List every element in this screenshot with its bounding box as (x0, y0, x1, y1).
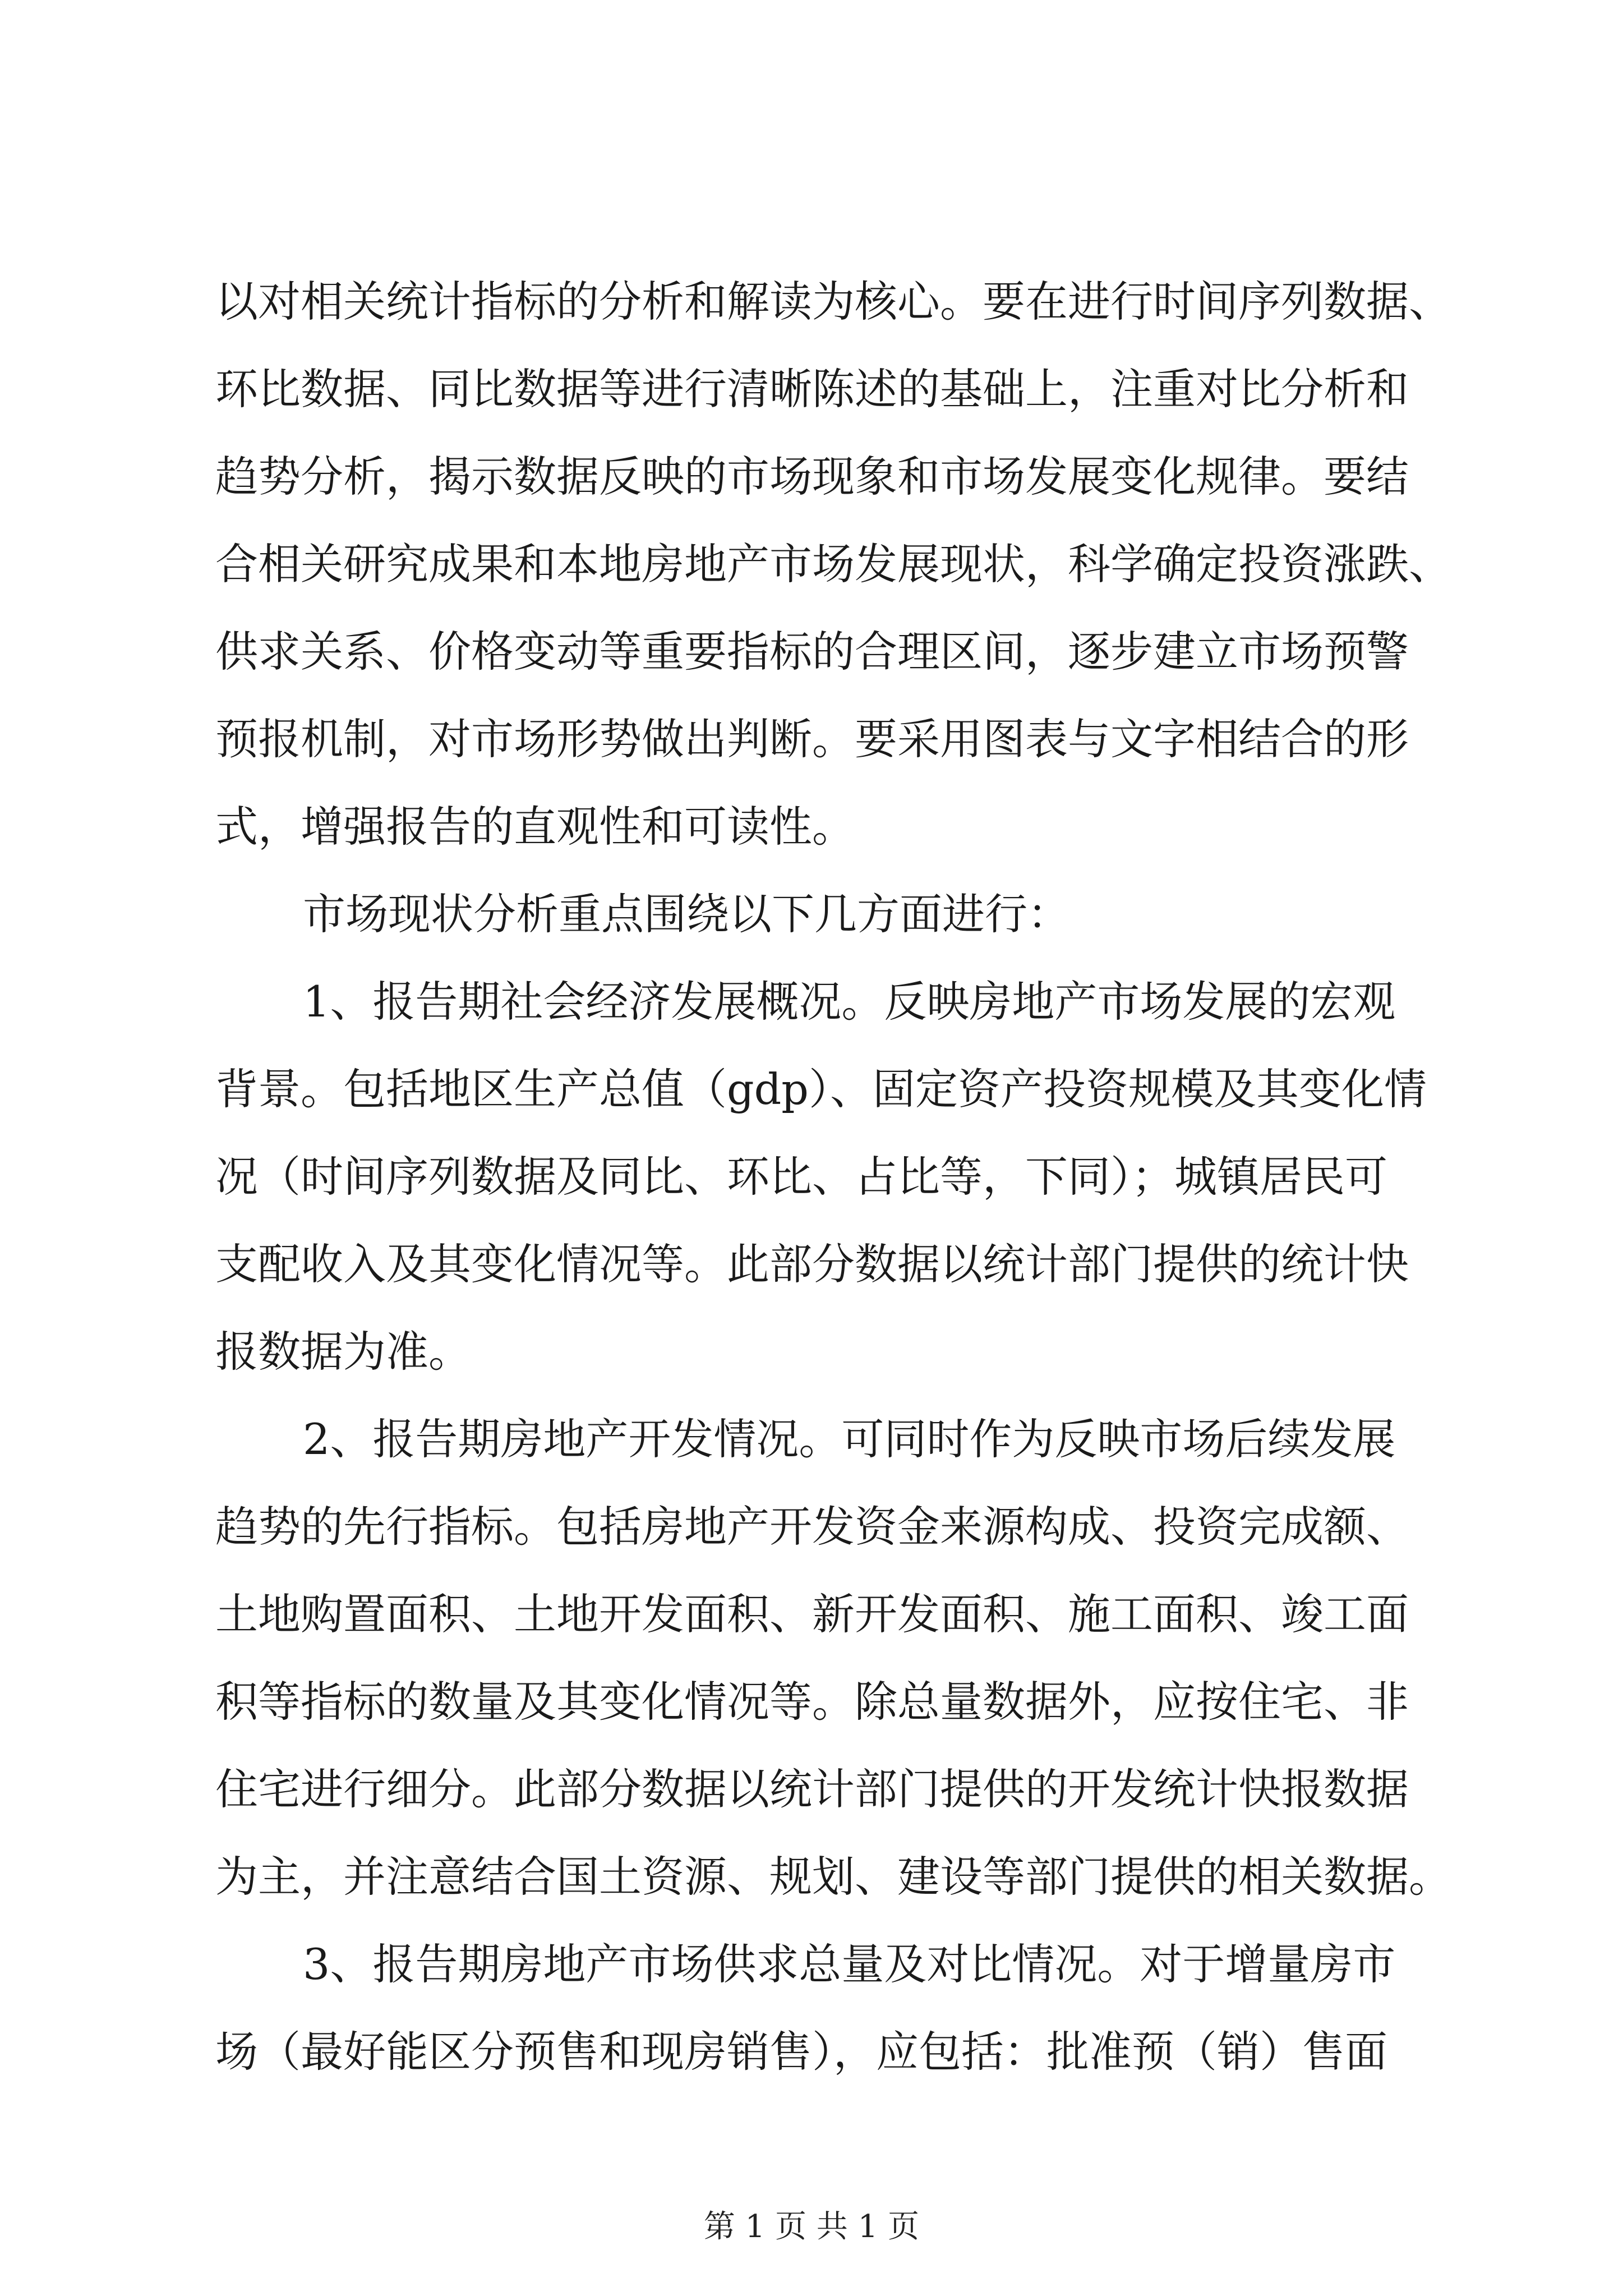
text-line: 为主，并注意结合国土资源、规划、建设等部门提供的相关数据。 (215, 1852, 1451, 1902)
text-line: 支配收入及其变化情况等。此部分数据以统计部门提供的统计快 (215, 1239, 1409, 1289)
text-line: 报数据为准。 (215, 1327, 471, 1377)
page-footer: 第 1 页 共 1 页 (703, 2208, 920, 2245)
text-line: 背景。包括地区生产总值（gdp）、固定资产投资规模及其变化情 (215, 1064, 1427, 1114)
text-line: 市场现状分析重点围绕以下几方面进行： (303, 889, 1070, 939)
text-line: 式，增强报告的直观性和可读性。 (215, 802, 855, 852)
text-line: 况（时间序列数据及同比、环比、占比等，下同）；城镇居民可 (215, 1152, 1387, 1202)
text-line: 预报机制，对市场形势做出判断。要采用图表与文字相结合的形 (215, 714, 1409, 764)
text-line: 趋势分析，揭示数据反映的市场现象和市场发展变化规律。要结 (215, 452, 1409, 501)
text-line: 以对相关统计指标的分析和解读为核心。要在进行时间序列数据、 (215, 277, 1451, 326)
text-line: 1、报告期社会经济发展概况。反映房地产市场发展的宏观 (303, 977, 1396, 1027)
text-line: 住宅进行细分。此部分数据以统计部门提供的开发统计快报数据 (215, 1764, 1409, 1814)
text-line: 土地购置面积、土地开发面积、新开发面积、施工面积、竣工面 (215, 1589, 1409, 1639)
text-line: 合相关研究成果和本地房地产市场发展现状，科学确定投资涨跌、 (215, 539, 1451, 589)
text-line: 环比数据、同比数据等进行清晰陈述的基础上，注重对比分析和 (215, 364, 1409, 414)
text-line: 3、报告期房地产市场供求总量及对比情况。对于增量房市 (303, 1939, 1396, 1989)
text-line: 场（最好能区分预售和现房销售），应包括：批准预（销）售面 (215, 2027, 1387, 2077)
text-line: 供求关系、价格变动等重要指标的合理区间，逐步建立市场预警 (215, 627, 1409, 677)
text-line: 2、报告期房地产开发情况。可同时作为反映市场后续发展 (303, 1414, 1396, 1464)
document-body (215, 258, 1451, 2096)
text-line: 积等指标的数量及其变化情况等。除总量数据外，应按住宅、非 (215, 1677, 1409, 1727)
text-line: 趋势的先行指标。包括房地产开发资金来源构成、投资完成额、 (215, 1502, 1409, 1552)
